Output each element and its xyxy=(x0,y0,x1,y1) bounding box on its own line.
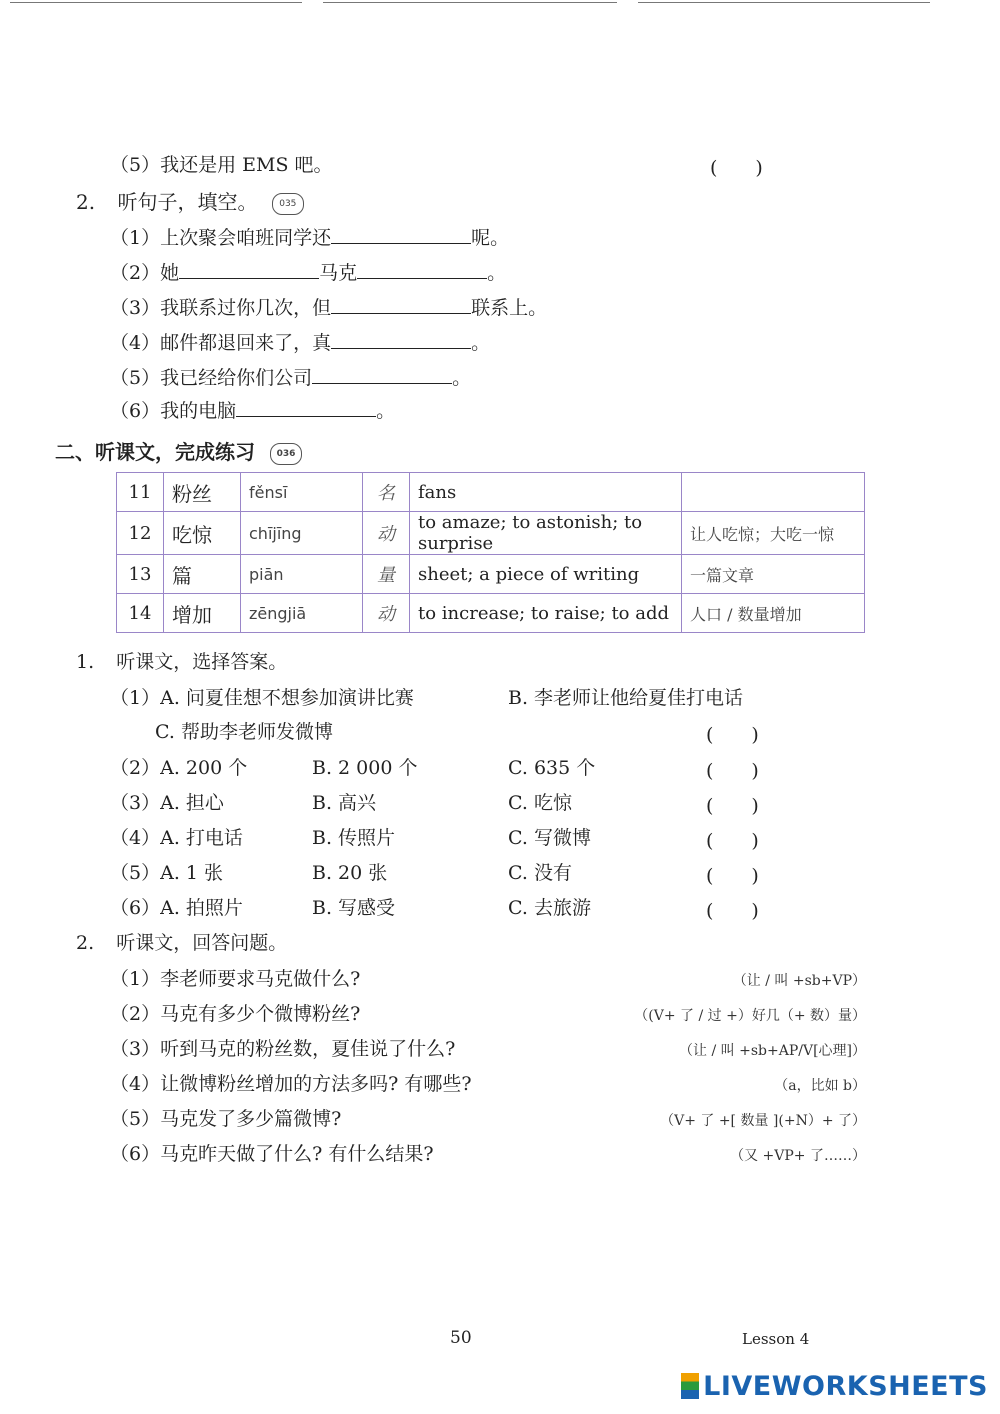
item-text: 我还是用 EMS 吧。 xyxy=(160,154,333,176)
option-a[interactable]: A. 200 个 xyxy=(160,757,248,779)
grammar-hint: （V+ 了 +[ 数量 ](+N）+ 了） xyxy=(660,1113,866,1129)
vocab-pos: 名 xyxy=(363,473,410,512)
liveworksheets-logo[interactable] xyxy=(681,1371,988,1402)
fill-item-2 xyxy=(110,260,506,285)
top-rule-3 xyxy=(638,2,930,3)
grammar-hint: （a，比如 b） xyxy=(774,1078,866,1094)
lesson-label: Lesson 4 xyxy=(742,1330,810,1348)
vocab-pos: 动 xyxy=(363,594,410,633)
vocab-word: 增加 xyxy=(164,594,241,633)
option-b[interactable]: B. 高兴 xyxy=(312,792,377,814)
fill-item-6 xyxy=(110,398,395,423)
section-2-title xyxy=(55,436,302,465)
option-a[interactable]: A. 拍照片 xyxy=(160,897,243,919)
item-text: 我联系过你几次，但 xyxy=(160,297,332,319)
table-row xyxy=(117,512,865,555)
question-text: 让微博粉丝增加的方法多吗? 有哪些? xyxy=(160,1073,472,1095)
item-number: （2） xyxy=(110,757,161,779)
fill-blank[interactable] xyxy=(331,225,471,244)
headphones-icon[interactable]: 035 xyxy=(272,193,304,215)
fill-item-4 xyxy=(110,330,490,355)
fill-blank[interactable] xyxy=(357,260,487,279)
grammar-hint: （让 / 叫 +sb+VP） xyxy=(732,973,866,989)
choice-item-1 xyxy=(110,686,414,710)
item-number: （1） xyxy=(110,968,161,990)
question-item-6 xyxy=(110,1142,434,1166)
item-text-middle: 马克 xyxy=(319,262,358,284)
fill-blank[interactable] xyxy=(312,365,452,384)
question-text: 听到马克的粉丝数，夏佳说了什么? xyxy=(160,1038,456,1060)
item-number: （3） xyxy=(110,792,161,814)
vocab-english: to increase; to raise; to add xyxy=(410,594,682,633)
answer-paren[interactable]: ( ) xyxy=(710,157,763,179)
question-text: 李老师要求马克做什么? xyxy=(160,968,361,990)
item-number: （2） xyxy=(110,262,161,284)
top-rule-2 xyxy=(323,2,617,3)
item-number: （4） xyxy=(110,1073,161,1095)
answer-paren[interactable]: ( ) xyxy=(706,865,759,887)
choice-item-4 xyxy=(110,826,243,850)
vocab-example: 让人吃惊；大吃一惊 xyxy=(682,512,865,555)
item-text: 邮件都退回来了，真 xyxy=(160,332,332,354)
answer-paren[interactable]: ( ) xyxy=(706,724,759,746)
grammar-hint: （又 +VP+ 了……） xyxy=(730,1148,866,1164)
item-number: （5） xyxy=(110,154,161,176)
question-text: 马克发了多少篇微博? xyxy=(160,1108,342,1130)
item-number: （1） xyxy=(110,687,161,709)
answer-paren[interactable]: ( ) xyxy=(706,760,759,782)
p2-q1-header xyxy=(76,650,287,674)
vocab-num: 11 xyxy=(117,473,164,512)
option-a[interactable]: A. 打电话 xyxy=(160,827,243,849)
item-text-after: 。 xyxy=(376,400,396,422)
choice-item-5 xyxy=(110,861,223,885)
vocab-pinyin: piān xyxy=(241,555,363,594)
question-item-1 xyxy=(110,967,360,991)
option-c[interactable]: C. 去旅游 xyxy=(508,897,591,919)
fill-blank[interactable] xyxy=(331,295,471,314)
item-text-after: 。 xyxy=(452,367,472,389)
page-number: 50 xyxy=(450,1328,472,1348)
option-b[interactable]: B. 20 张 xyxy=(312,862,388,884)
question-item-3 xyxy=(110,1037,455,1061)
brand-text: LIVEWORKSHEETS xyxy=(703,1371,988,1402)
q-number: 2. xyxy=(76,932,95,954)
question-item-4 xyxy=(110,1072,472,1096)
option-b[interactable]: B. 2 000 个 xyxy=(312,757,418,779)
item-number: （4） xyxy=(110,827,161,849)
logo-mark-icon xyxy=(681,1373,699,1399)
option-a[interactable]: A. 问夏佳想不想参加演讲比赛 xyxy=(160,687,414,709)
fill-blank[interactable] xyxy=(236,398,376,417)
choice-item-3 xyxy=(110,791,224,815)
question-item-5 xyxy=(110,1107,341,1131)
vocab-table xyxy=(116,472,865,633)
option-c[interactable]: C. 吃惊 xyxy=(508,792,572,814)
item-number: （5） xyxy=(110,862,161,884)
headphones-icon[interactable]: 036 xyxy=(270,443,302,465)
option-c[interactable]: C. 635 个 xyxy=(508,757,596,779)
p2-q2-header xyxy=(76,931,287,955)
item-text: 她 xyxy=(160,262,180,284)
choice-item-2 xyxy=(110,756,247,780)
table-row xyxy=(117,594,865,633)
q-title: 听课文，选择答案。 xyxy=(116,651,288,673)
item-number: （4） xyxy=(110,332,161,354)
vocab-word: 粉丝 xyxy=(164,473,241,512)
item-number: （5） xyxy=(110,367,161,389)
item-number: （6） xyxy=(110,1143,161,1165)
answer-paren[interactable]: ( ) xyxy=(706,900,759,922)
vocab-pos: 量 xyxy=(363,555,410,594)
vocab-english: to amaze; to astonish; to surprise xyxy=(410,512,682,555)
vocab-english: sheet; a piece of writing xyxy=(410,555,682,594)
vocab-pinyin: chījīng xyxy=(241,512,363,555)
fill-item-5 xyxy=(110,365,471,390)
item-number: （2） xyxy=(110,1003,161,1025)
item-text-after: 。 xyxy=(471,332,491,354)
item-text-after: 。 xyxy=(487,262,507,284)
q2-header xyxy=(76,190,304,215)
item-text-after: 呢。 xyxy=(471,227,510,249)
option-b[interactable]: B. 李老师让他给夏佳打电话 xyxy=(508,687,744,709)
item-number: （1） xyxy=(110,227,161,249)
choice-item-6 xyxy=(110,896,243,920)
option-c[interactable]: C. 帮助李老师发微博 xyxy=(155,721,333,743)
vocab-num: 13 xyxy=(117,555,164,594)
fill-item-1 xyxy=(110,225,509,250)
option-b[interactable]: B. 写感受 xyxy=(312,897,396,919)
vocab-word: 吃惊 xyxy=(164,512,241,555)
vocab-word: 篇 xyxy=(164,555,241,594)
item-number: （3） xyxy=(110,297,161,319)
q1-item-5 xyxy=(110,153,333,177)
answer-paren[interactable]: ( ) xyxy=(706,830,759,852)
grammar-hint: （让 / 叫 +sb+AP/V[心理]） xyxy=(679,1043,866,1059)
item-text-after: 联系上。 xyxy=(471,297,548,319)
table-row xyxy=(117,473,865,512)
item-number: （6） xyxy=(110,897,161,919)
item-number: （5） xyxy=(110,1108,161,1130)
table-row xyxy=(117,555,865,594)
vocab-num: 12 xyxy=(117,512,164,555)
fill-blank[interactable] xyxy=(331,330,471,349)
question-text: 马克昨天做了什么? 有什么结果? xyxy=(160,1143,434,1165)
fill-blank[interactable] xyxy=(179,260,319,279)
vocab-example xyxy=(682,473,865,512)
section-title-text: 二、听课文，完成练习 xyxy=(55,440,255,464)
vocab-pinyin: fěnsī xyxy=(241,473,363,512)
vocab-num: 14 xyxy=(117,594,164,633)
q-number: 1. xyxy=(76,651,95,673)
top-rule-1 xyxy=(10,2,302,3)
vocab-example: 一篇文章 xyxy=(682,555,865,594)
vocab-example: 人口 / 数量增加 xyxy=(682,594,865,633)
item-text: 上次聚会咱班同学还 xyxy=(160,227,332,249)
grammar-hint: （(V+ 了 / 过 +）好几（+ 数）量） xyxy=(634,1008,866,1024)
item-text: 我的电脑 xyxy=(160,400,237,422)
item-number: （6） xyxy=(110,400,161,422)
answer-paren[interactable]: ( ) xyxy=(706,795,759,817)
fill-item-3 xyxy=(110,295,547,320)
item-number: （3） xyxy=(110,1038,161,1060)
vocab-english: fans xyxy=(410,473,682,512)
q-title: 听课文，回答问题。 xyxy=(116,932,288,954)
vocab-pinyin: zēngjiā xyxy=(241,594,363,633)
q2-title: 听句子，填空。 xyxy=(117,190,258,214)
question-text: 马克有多少个微博粉丝? xyxy=(160,1003,361,1025)
vocab-pos: 动 xyxy=(363,512,410,555)
option-c[interactable]: C. 写微博 xyxy=(508,827,591,849)
option-a[interactable]: A. 1 张 xyxy=(160,862,224,884)
item-text: 我已经给你们公司 xyxy=(160,367,313,389)
option-a[interactable]: A. 担心 xyxy=(160,792,224,814)
option-b[interactable]: B. 传照片 xyxy=(312,827,396,849)
q2-number: 2. xyxy=(76,190,96,214)
question-item-2 xyxy=(110,1002,360,1026)
option-c[interactable]: C. 没有 xyxy=(508,862,572,884)
